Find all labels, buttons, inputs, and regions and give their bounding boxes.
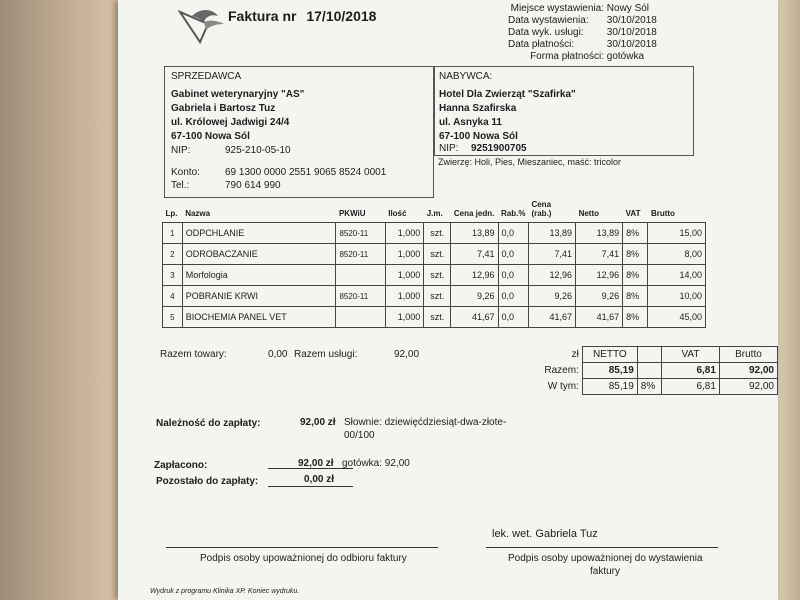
remaining-value: 0,00 zł: [304, 474, 335, 485]
col-header-cena-jedn: Cena jedn.: [453, 209, 495, 218]
row-netto: 12,96: [576, 265, 623, 286]
row-lp: 4: [163, 286, 183, 307]
row-pkwiu: [336, 307, 385, 328]
row-brutto: 15,00: [648, 223, 706, 244]
row-netto: 9,26: [576, 286, 623, 307]
row-pkwiu: 8520-11: [336, 286, 385, 307]
row-netto: 41,67: [576, 307, 623, 328]
meta-value: Nowy Sól: [606, 3, 650, 14]
row-jm: szt.: [424, 223, 451, 244]
row-cena-rab: 13,89: [528, 223, 575, 244]
row-netto: 7,41: [576, 244, 623, 265]
buyer-box: [434, 66, 694, 156]
seller-heading: SPRZEDAWCA: [171, 71, 242, 82]
issuer-name: lek. wet. Gabriela Tuz: [492, 528, 598, 540]
items-table: [162, 198, 706, 328]
row-lp: 2: [163, 244, 183, 265]
col-header-cena-rab: Cena (rab.): [531, 200, 552, 218]
meta-label: Forma płatności:: [530, 51, 604, 62]
seller-tel-label: Tel.:: [171, 180, 190, 191]
wtym-netto: 85,19: [582, 379, 637, 395]
row-ilosc: 1,000: [385, 265, 424, 286]
print-footer-note: Wydruk z programu Klinika XP. Koniec wydruku.: [150, 588, 300, 595]
table-row: [163, 265, 706, 286]
table-row: [163, 307, 706, 328]
amount-in-words: Słownie: dziewięćdziesiąt-dwa-złote-: [344, 417, 507, 428]
remaining-label: Pozostało do zapłaty:: [156, 476, 259, 487]
receiver-signature-line: [166, 547, 438, 548]
summary-empty-cell: [637, 347, 661, 363]
table-row: [163, 223, 706, 244]
razem-label: Razem:: [544, 365, 579, 376]
buyer-heading: NABYWCA:: [439, 71, 493, 82]
col-header-jm: J.m.: [426, 209, 443, 218]
uslugi-total-value: 92,00: [394, 349, 420, 360]
meta-label: Data wystawienia:: [508, 15, 589, 26]
col-header-brutto: Brutto: [650, 209, 675, 218]
row-jm: szt.: [424, 265, 451, 286]
row-rabat: 0,0: [498, 307, 528, 328]
row-rabat: 0,0: [498, 265, 528, 286]
row-cena-jedn: 13,89: [451, 223, 498, 244]
row-pkwiu: [336, 265, 385, 286]
paid-method: gotówka: 92,00: [342, 458, 410, 469]
receiver-signature-caption: Podpis osoby upoważnionej do odbioru faktury: [200, 553, 407, 564]
paid-value: 92,00 zł: [298, 458, 334, 469]
seller-nip-label: NIP:: [171, 145, 191, 156]
razem-vat: 6,81: [661, 363, 719, 379]
summary-col-vat: VAT: [661, 347, 719, 363]
invoice-title-label: Faktura nr: [228, 8, 297, 24]
buyer-street: ul. Asnyka 11: [439, 117, 502, 128]
invoice-sheet: [118, 0, 778, 600]
row-vat: 8%: [623, 244, 648, 265]
col-header-nazwa: Nazwa: [185, 209, 211, 218]
summary-col-brutto: Brutto: [719, 347, 777, 363]
meta-value: 30/10/2018: [606, 39, 657, 50]
buyer-nip-label: NIP:: [439, 143, 459, 154]
issuer-signature-line: [486, 547, 718, 548]
invoice-title: [228, 8, 376, 24]
row-vat: 8%: [623, 307, 648, 328]
meta-value: gotówka: [606, 51, 645, 62]
seller-box: [164, 66, 434, 198]
seller-nip: 925-210-05-10: [225, 145, 291, 156]
col-header-rabat: Rab.%: [501, 209, 526, 218]
seller-name: Gabinet weterynaryjny "AS": [171, 89, 305, 100]
wtym-rate: 8%: [637, 379, 661, 395]
seller-konto-label: Konto:: [171, 167, 200, 178]
row-jm: szt.: [424, 307, 451, 328]
currency-label: zł: [571, 349, 579, 360]
meta-label: Data wyk. usługi:: [508, 27, 584, 38]
row-pkwiu: 8520-11: [336, 244, 385, 265]
razem-brutto: 92,00: [719, 363, 777, 379]
row-brutto: 10,00: [648, 286, 706, 307]
row-rabat: 0,0: [498, 244, 528, 265]
seller-konto: 69 1300 0000 2551 9065 8524 0001: [225, 167, 387, 178]
issuer-signature-caption: Podpis osoby upoważnionej do wystawienia: [508, 553, 703, 564]
row-cena-jedn: 9,26: [451, 286, 498, 307]
summary-empty-cell: [637, 363, 661, 379]
buyer-owner: Hanna Szafirska: [439, 103, 517, 114]
table-row: [163, 286, 706, 307]
row-cena-rab: 7,41: [528, 244, 575, 265]
clinic-logo-icon: [178, 6, 228, 46]
towary-total-label: Razem towary:: [160, 349, 227, 360]
row-rabat: 0,0: [498, 286, 528, 307]
buyer-animal-note: Zwierzę: Holi, Pies, Mieszaniec, maść: tricolor: [438, 157, 622, 167]
row-vat: 8%: [623, 286, 648, 307]
row-nazwa: Morfologia: [182, 265, 336, 286]
buyer-nip: 9251900705: [471, 143, 527, 154]
buyer-name: Hotel Dla Zwierząt "Szafirka": [439, 89, 576, 100]
row-nazwa: POBRANIE KRWI: [182, 286, 336, 307]
meta-value: 30/10/2018: [606, 27, 657, 38]
buyer-city: 67-100 Nowa Sól: [439, 131, 518, 142]
row-cena-rab: 41,67: [528, 307, 575, 328]
row-ilosc: 1,000: [385, 307, 424, 328]
row-vat: 8%: [623, 265, 648, 286]
seller-owners: Gabriela i Bartosz Tuz: [171, 103, 276, 114]
row-lp: 1: [163, 223, 183, 244]
invoice-meta: [508, 3, 657, 63]
row-cena-jedn: 7,41: [451, 244, 498, 265]
row-cena-rab: 9,26: [528, 286, 575, 307]
meta-label: Data płatności:: [508, 39, 575, 50]
row-ilosc: 1,000: [385, 244, 424, 265]
paid-label: Zapłacono:: [154, 460, 208, 471]
items-table-header: [163, 198, 706, 223]
amount-in-words-line2: 00/100: [344, 430, 375, 441]
row-vat: 8%: [623, 223, 648, 244]
seller-street: ul. Królowej Jadwigi 24/4: [171, 117, 290, 128]
wtym-label: W tym:: [547, 381, 579, 392]
row-brutto: 45,00: [648, 307, 706, 328]
towary-total-value: 0,00: [268, 349, 288, 360]
issuer-signature-caption-line2: faktury: [590, 566, 621, 577]
col-header-netto: Netto: [578, 209, 600, 218]
col-header-ilosc: Ilość: [388, 209, 407, 218]
background-left: [0, 0, 125, 600]
meta-label: Miejsce wystawienia:: [510, 3, 604, 14]
row-nazwa: ODPCHLANIE: [182, 223, 336, 244]
row-cena-rab: 12,96: [528, 265, 575, 286]
row-brutto: 14,00: [648, 265, 706, 286]
invoice-number: 17/10/2018: [306, 8, 377, 24]
row-nazwa: BIOCHEMIA PANEL VET: [182, 307, 336, 328]
table-row: [163, 244, 706, 265]
row-ilosc: 1,000: [385, 286, 424, 307]
seller-tel: 790 614 990: [225, 180, 281, 191]
row-rabat: 0,0: [498, 223, 528, 244]
row-cena-jedn: 41,67: [451, 307, 498, 328]
uslugi-total-label: Razem usługi:: [294, 349, 358, 360]
col-header-lp: Lp.: [165, 209, 178, 218]
vat-summary-table: [506, 346, 778, 395]
row-ilosc: 1,000: [385, 223, 424, 244]
row-jm: szt.: [424, 244, 451, 265]
row-jm: szt.: [424, 286, 451, 307]
row-brutto: 8,00: [648, 244, 706, 265]
meta-value: 30/10/2018: [606, 15, 657, 26]
amount-due-value: 92,00 zł: [300, 417, 336, 428]
row-pkwiu: 8520-11: [336, 223, 385, 244]
wtym-brutto: 92,00: [719, 379, 777, 395]
row-nazwa: ODROBACZANIE: [182, 244, 336, 265]
row-cena-jedn: 12,96: [451, 265, 498, 286]
amount-due-label: Należność do zapłaty:: [156, 418, 261, 429]
seller-city: 67-100 Nowa Sól: [171, 131, 250, 142]
row-lp: 5: [163, 307, 183, 328]
row-netto: 13,89: [576, 223, 623, 244]
razem-netto: 85,19: [582, 363, 637, 379]
remaining-line: [268, 486, 353, 487]
col-header-pkwiu: PKWiU: [338, 209, 366, 218]
summary-col-netto: NETTO: [582, 347, 637, 363]
col-header-vat: VAT: [625, 209, 641, 218]
wtym-vat: 6,81: [661, 379, 719, 395]
row-lp: 3: [163, 265, 183, 286]
